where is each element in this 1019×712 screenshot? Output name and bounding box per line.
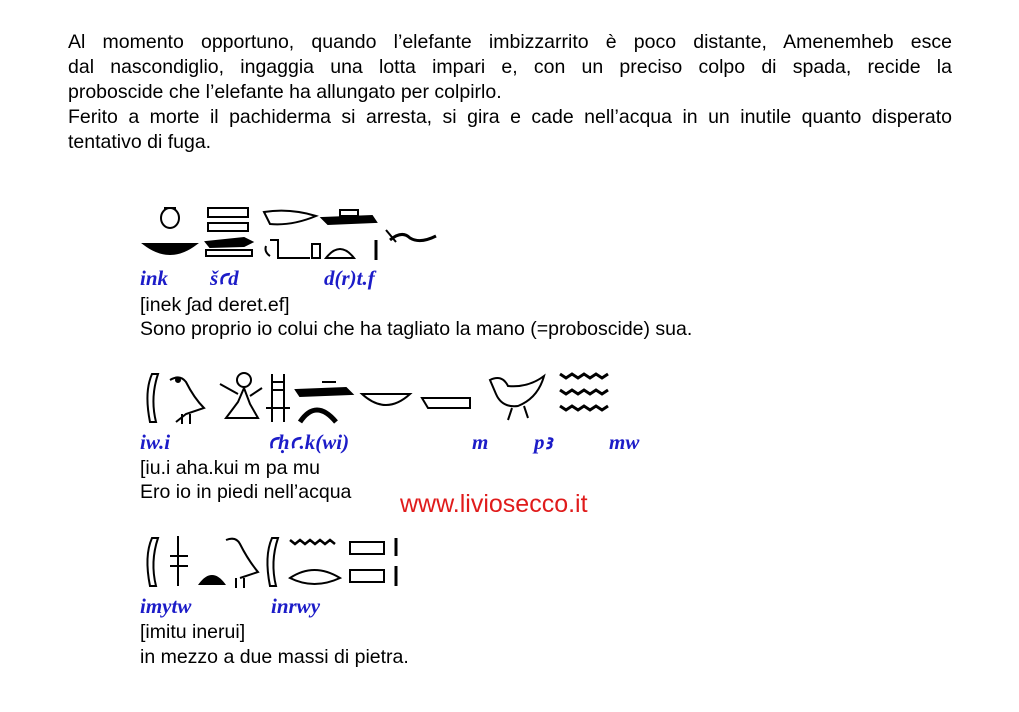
hieroglyph-row-3-icon [140, 532, 410, 592]
translation-3: in mezzo a due massi di pietra. [140, 646, 409, 668]
intro-line-2: dal nascondiglio, ingaggia una lotta impari e, con un preciso colpo di spada, recide la [68, 56, 952, 78]
translit-2a: iw.i [140, 430, 171, 454]
translit-1a: ink [140, 266, 169, 290]
translit-2c: m [472, 430, 489, 454]
translit-2d: pꜣ [534, 430, 552, 454]
pronunciation-1: [inek ʃad deret.ef] [140, 294, 290, 316]
intro-paragraph [68, 30, 952, 155]
intro-line-1: Al momento opportuno, quando l’elefante imbizzarrito è poco distante, Amenemheb esce [68, 31, 952, 53]
intro-line-3: proboscide che l’elefante ha allungato per colpirlo. [68, 81, 502, 103]
watermark-link[interactable]: www.liviosecco.it [400, 490, 588, 518]
pronunciation-2: [iu.i aha.kui m pa mu [140, 457, 320, 479]
translit-1b: šꜥd [210, 266, 239, 290]
hieroglyph-row-2-icon [140, 368, 630, 428]
translit-3b: inrwy [271, 594, 321, 618]
hieroglyph-row-1-icon [140, 200, 450, 266]
translation-1: Sono proprio io colui che ha tagliato la mano (=proboscide) sua. [140, 318, 693, 340]
translit-2b: ꜥḥꜥ.k(wi) [268, 430, 350, 454]
translit-2e: mw [609, 430, 640, 454]
intro-line-4: Ferito a morte il pachiderma si arresta, si gira e cade nell’acqua in un inutile quanto disperato [68, 106, 952, 128]
translit-3a: imytw [140, 594, 192, 618]
pronunciation-3: [imitu inerui] [140, 621, 246, 643]
intro-line-5: tentativo di fuga. [68, 131, 212, 153]
translit-1c: d(r)t.f [324, 266, 375, 290]
translation-2: Ero io in piedi nell’acqua [140, 481, 352, 503]
